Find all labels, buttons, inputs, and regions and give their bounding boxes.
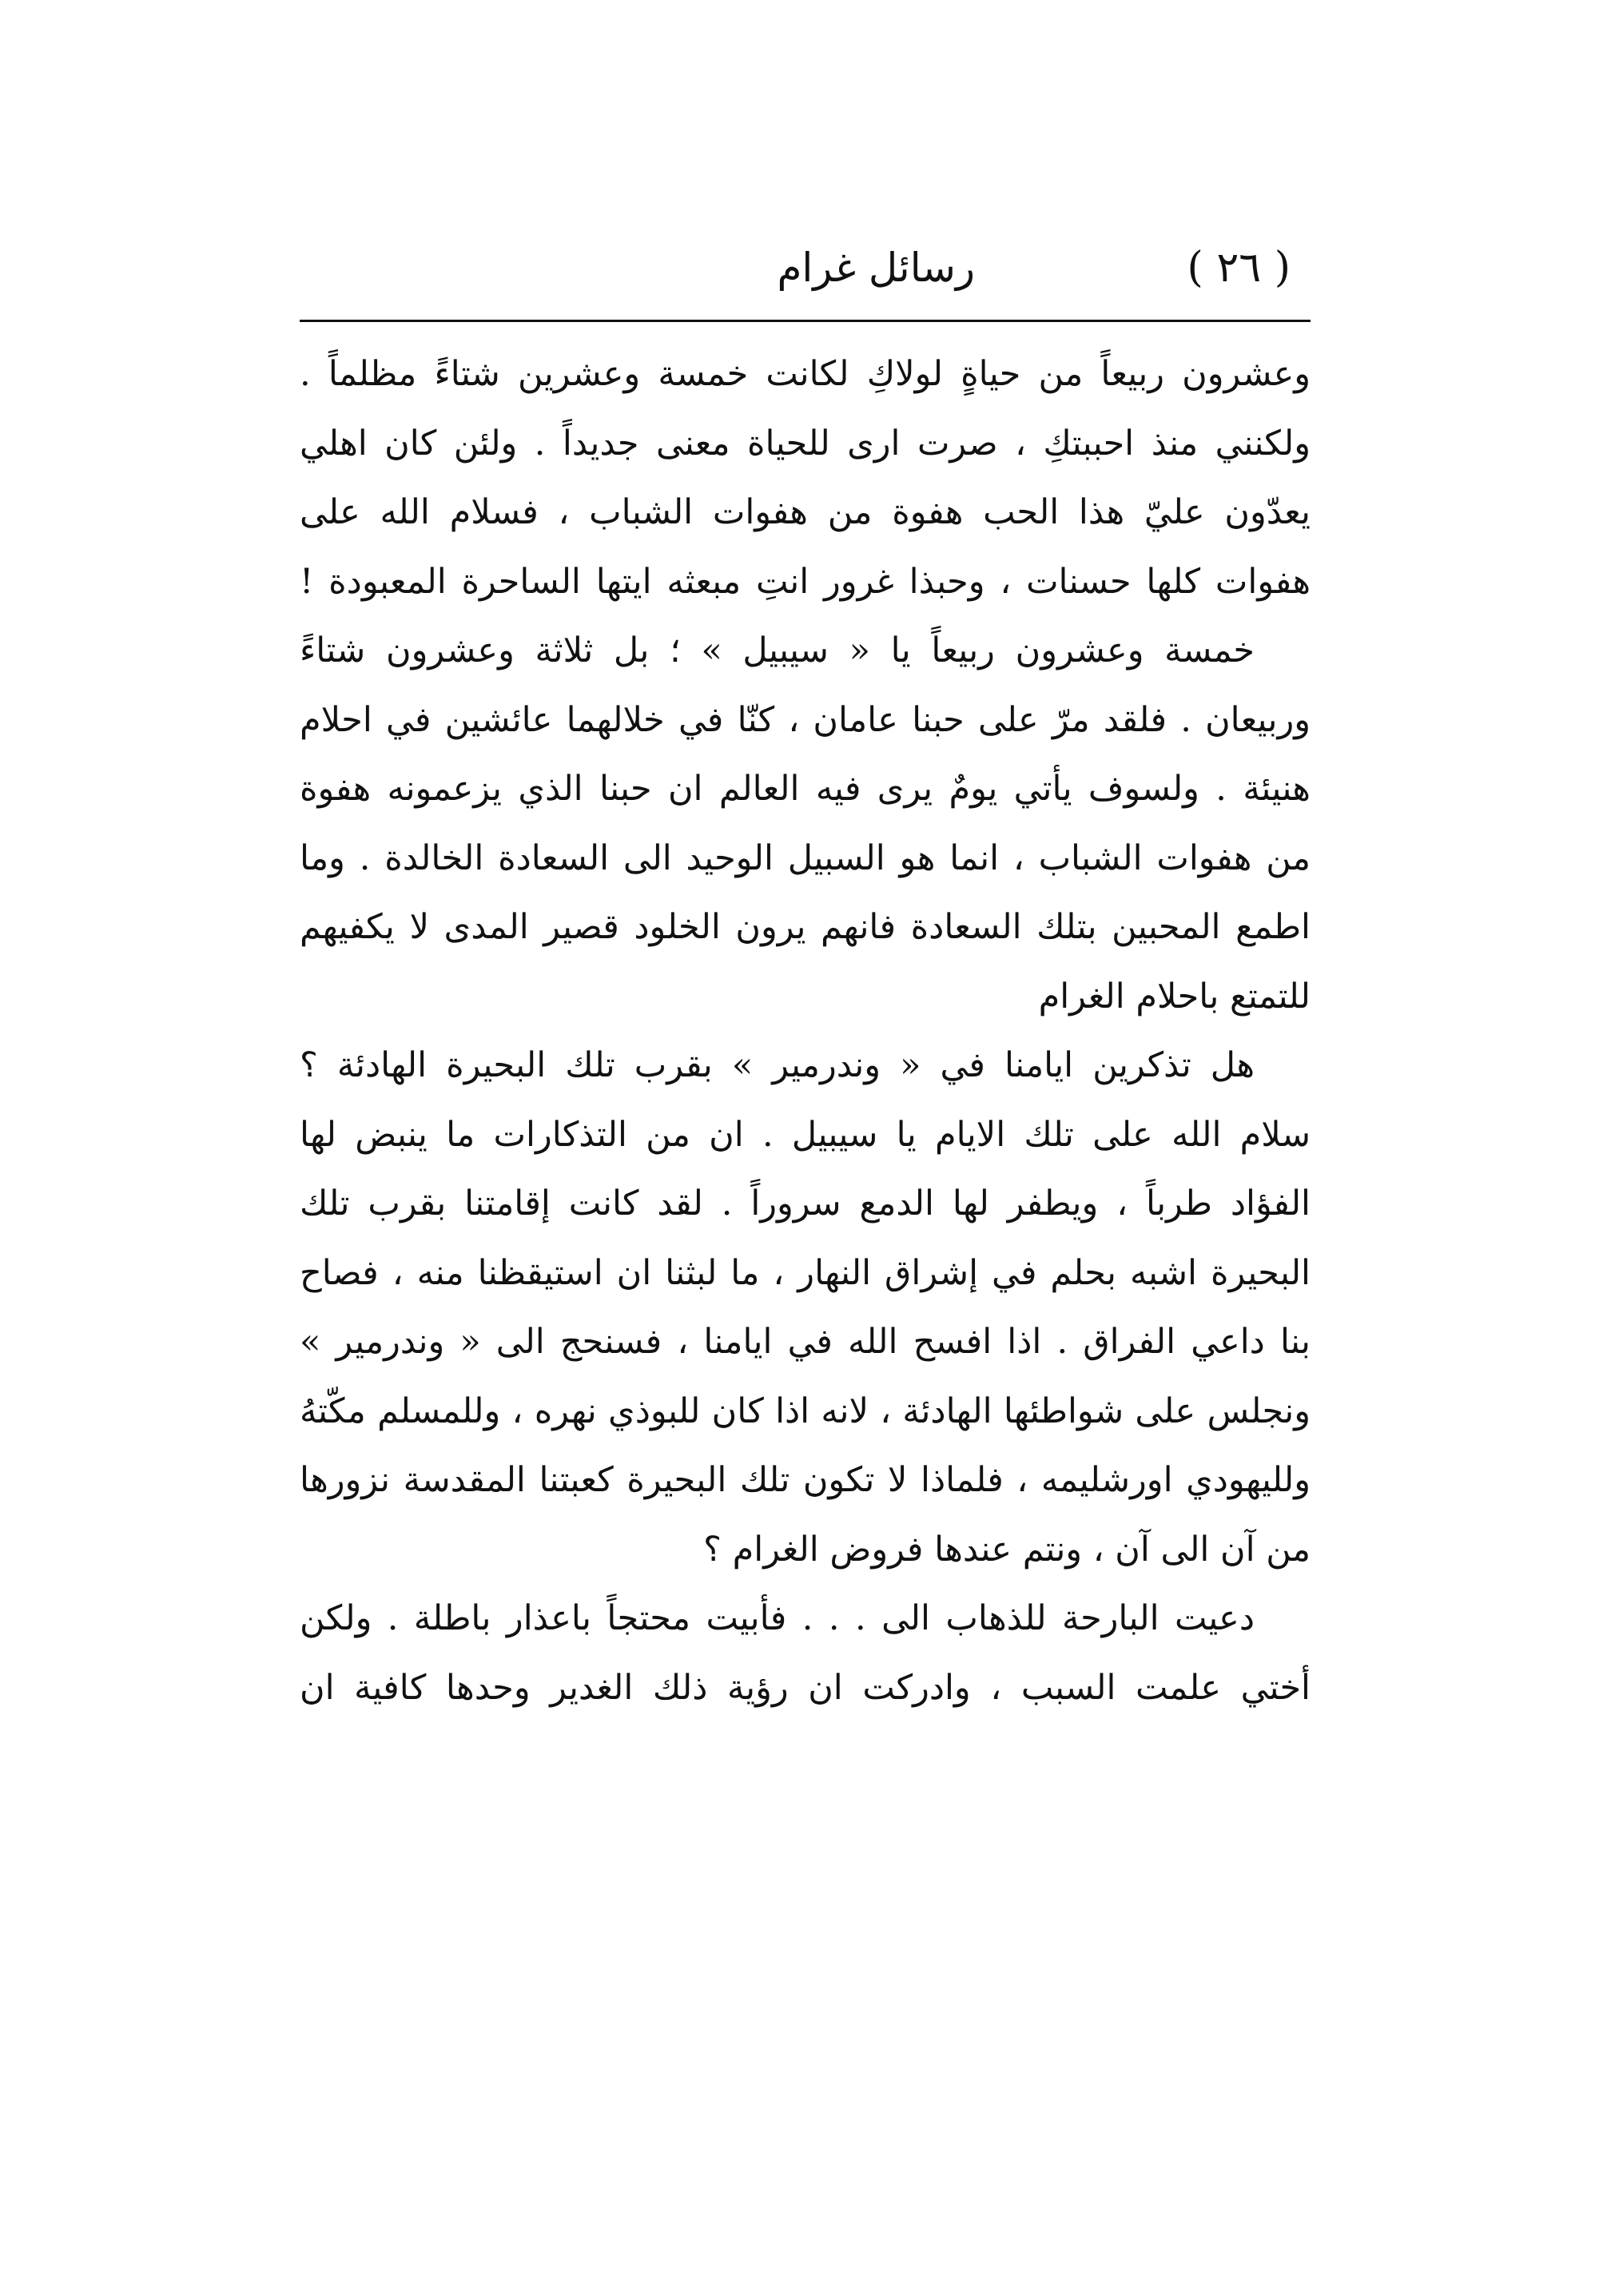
text-line: هل تذكرين ايامنا في « وندرمير » بقرب تلك البحيرة الهادئة ؟ (300, 1045, 1255, 1085)
page-header (300, 228, 1311, 308)
page-number: ( ٢٦ ) (1187, 244, 1291, 292)
running-title: رسائل غرام (777, 245, 975, 291)
text-line: أختي علمت السبب ، وادركت ان رؤية ذلك الغدير وحدها كافية ان (300, 1667, 1311, 1708)
text-line: اطمع المحبين بتلك السعادة فانهم يرون الخلود قصير المدى لا يكفيهم (300, 907, 1311, 947)
text-line: يعدّون عليّ هذا الحب هفوة من هفوات الشباب ، فسلام الله على (300, 492, 1311, 532)
text-line: دعيت البارحة للذهاب الى . . . فأبيت محتجاً باعذار باطلة . ولكن (300, 1598, 1255, 1638)
text-line: من هفوات الشباب ، انما هو السبيل الوحيد الى السعادة الخالدة . وما (300, 838, 1311, 878)
text-line: هنيئة . ولسوف يأتي يومٌ يرى فيه العالم ان حبنا الذي يزعمونه هفوة (300, 769, 1311, 809)
text-line: هفوات كلها حسنات ، وحبذا غرور انتِ مبعثه ايتها الساحرة المعبودة ! (300, 561, 1311, 602)
text-line: ولليهودي اورشليمه ، فلماذا لا تكون تلك البحيرة كعبتنا المقدسة نزورها (300, 1460, 1311, 1500)
body-text (300, 340, 1311, 1722)
text-line: ونجلس على شواطئها الهادئة ، لانه اذا كان للبوذي نهره ، وللمسلم مكّتهُ (300, 1391, 1311, 1431)
text-line: الفؤاد طرباً ، ويطفر لها الدمع سروراً . لقد كانت إقامتنا بقرب تلك (300, 1184, 1311, 1224)
text-line: سلام الله على تلك الايام يا سيبيل . ان من التذكارات ما ينبض لها (300, 1114, 1311, 1155)
text-line: للتمتع باحلام الغرام (1038, 976, 1311, 1017)
text-line: ولكنني منذ احببتكِ ، صرت ارى للحياة معنى جديداً . ولئن كان اهلي (300, 423, 1311, 464)
text-line: البحيرة اشبه بحلم في إشراق النهار ، ما لبثنا ان استيقظنا منه ، فصاح (300, 1252, 1311, 1293)
text-line: وربيعان . فلقد مرّ على حبنا عامان ، كنّا في خلالهما عائشين في احلام (300, 699, 1311, 740)
header-rule (300, 320, 1311, 322)
text-line: من آن الى آن ، ونتم عندها فروض الغرام ؟ (703, 1529, 1311, 1570)
text-line: خمسة وعشرون ربيعاً يا « سيبيل » ؛ بل ثلاثة وعشرون شتاءً (300, 631, 1255, 670)
text-line: وعشرون ربيعاً من حياةٍ لولاكِ لكانت خمسة وعشرين شتاءً مظلماً . (300, 354, 1311, 394)
text-line: بنا داعي الفراق . اذا افسح الله في ايامنا ، فسنحج الى « وندرمير » (300, 1322, 1311, 1362)
